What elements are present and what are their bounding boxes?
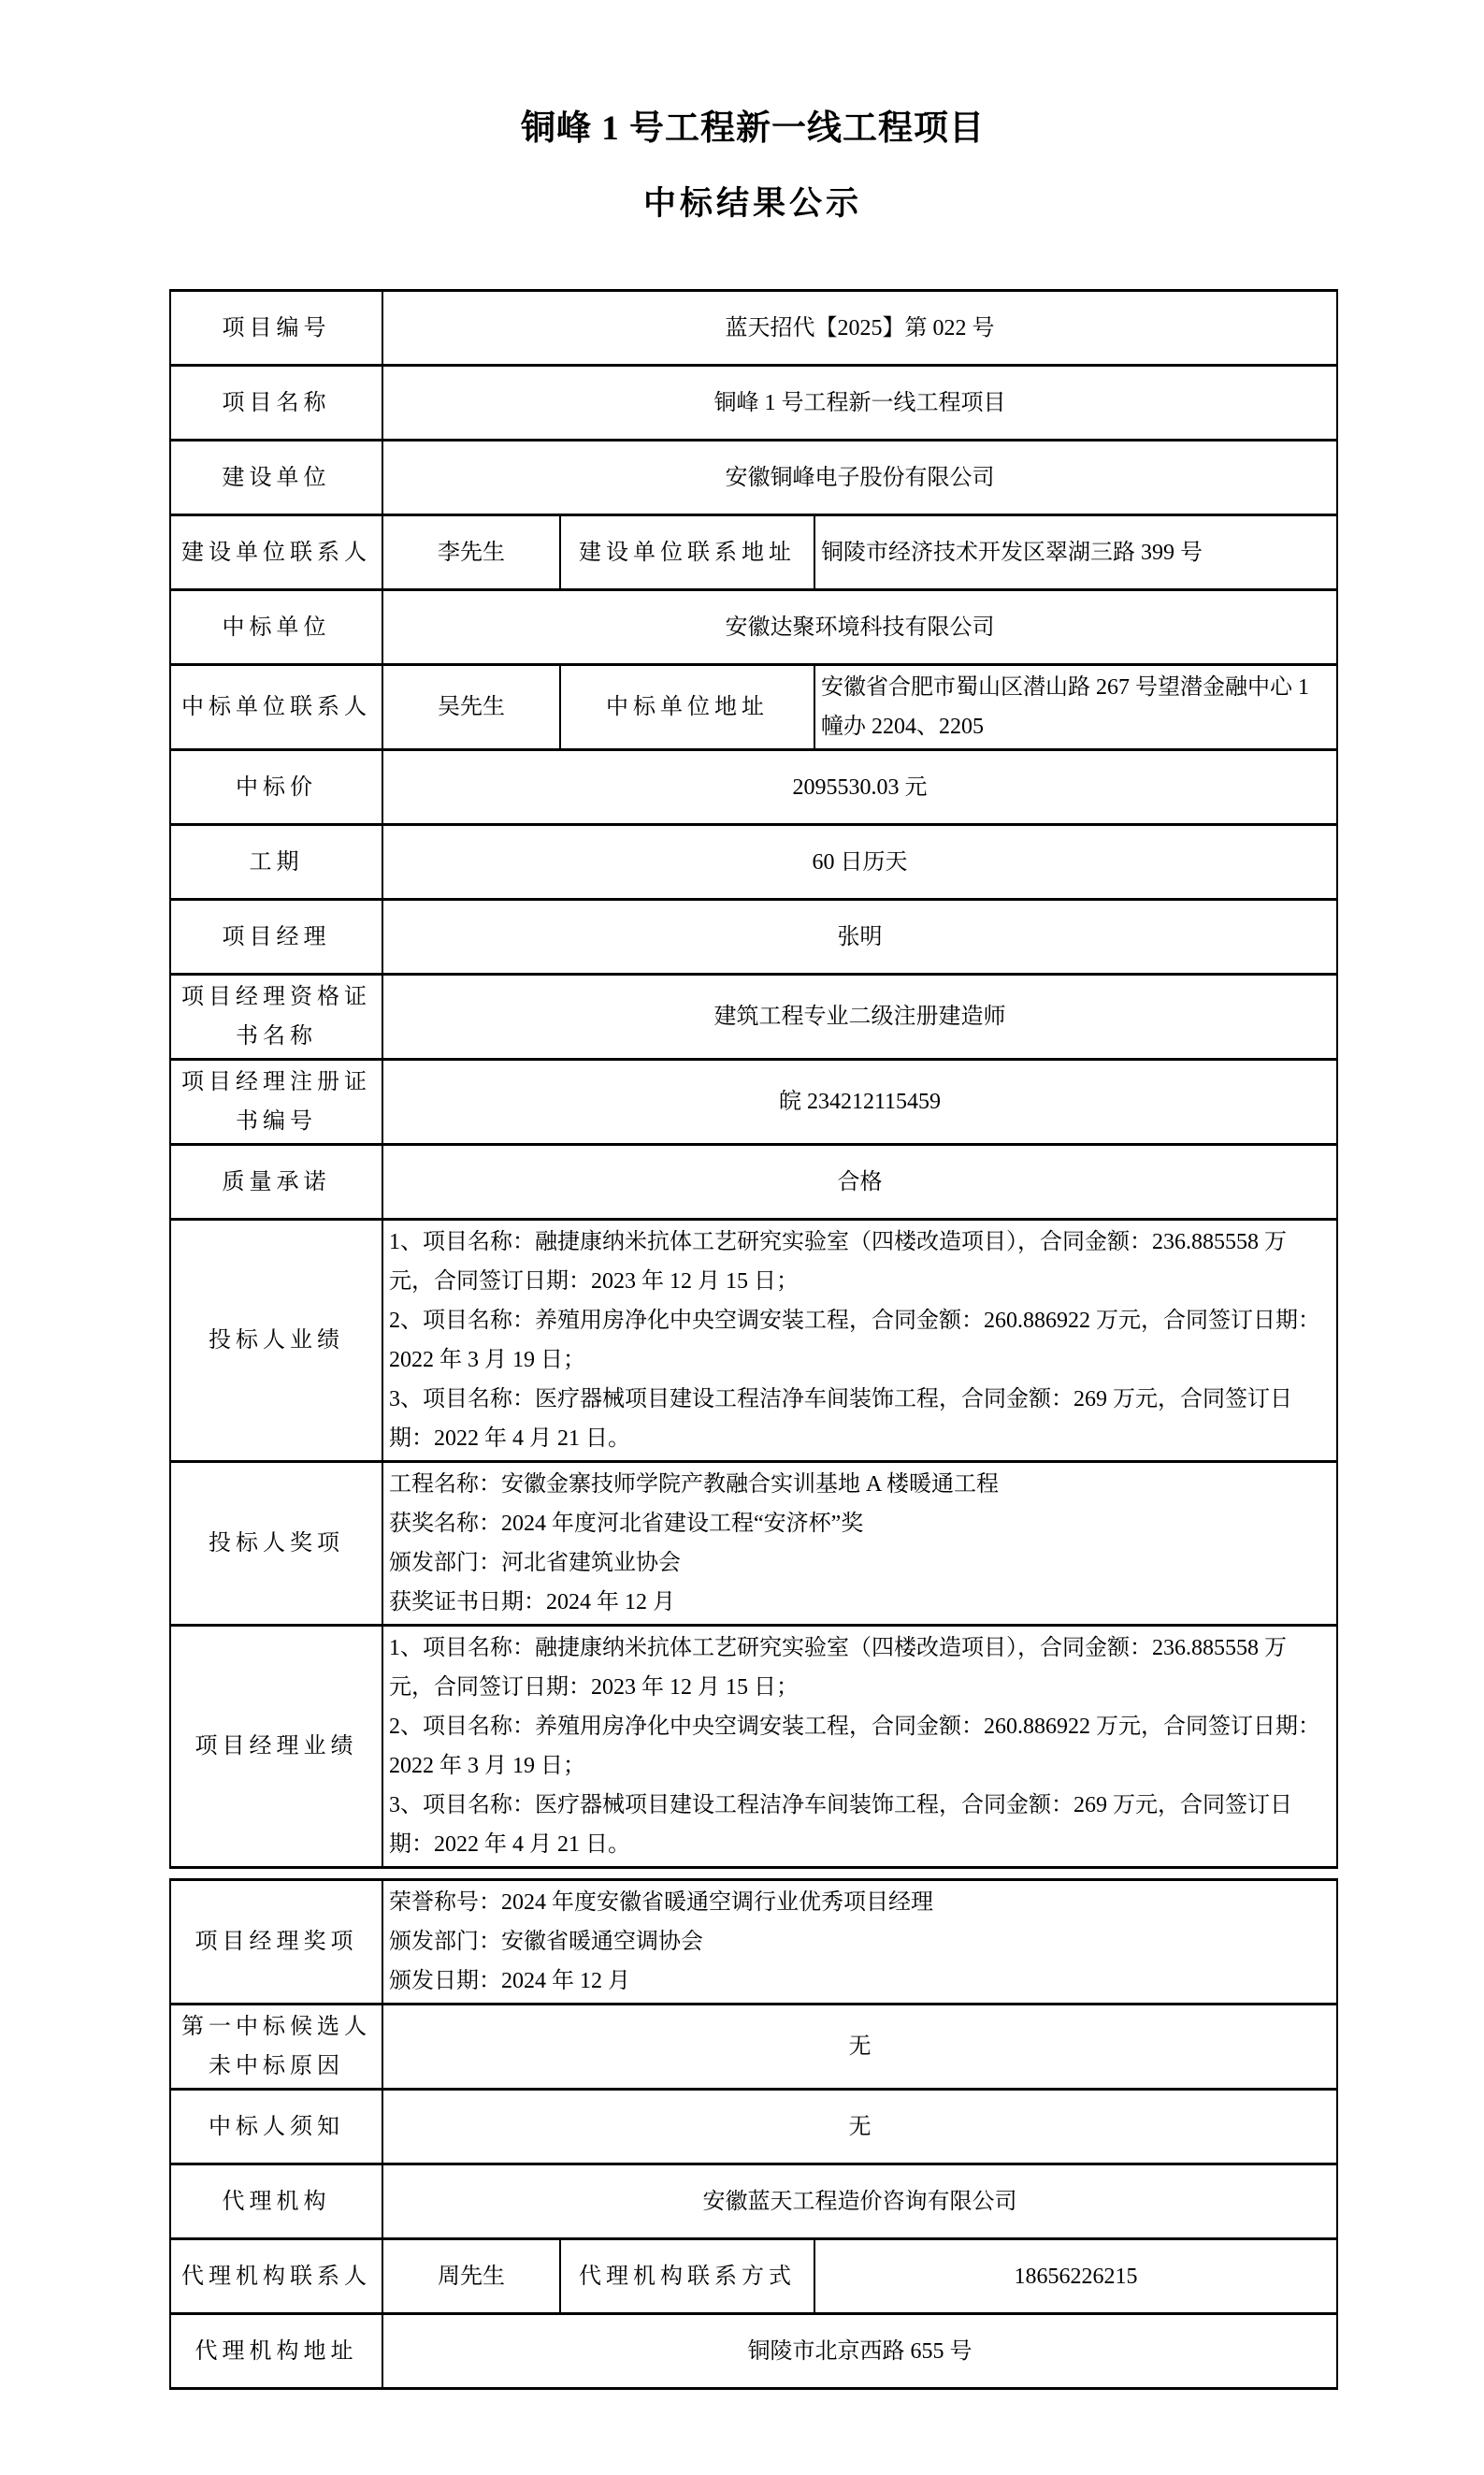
row-label: 项目经理业绩 (170, 1626, 382, 1868)
table-row (170, 291, 1337, 366)
table-row (170, 900, 1337, 975)
table-row (170, 441, 1337, 515)
row-value: 建筑工程专业二级注册建造师 (382, 975, 1337, 1060)
row-value-line: 工程名称：安徽金寨技师学院产教融合实训基地 A 楼暖通工程 (389, 1472, 1000, 1497)
row-label: 项目名称 (170, 366, 382, 441)
row-value: 2095530.03 元 (382, 750, 1337, 825)
row-value (382, 1220, 1337, 1462)
row-label: 中标人须知 (170, 2090, 382, 2164)
table-row (170, 2005, 1337, 2090)
table-row (170, 1626, 1337, 1868)
row-value-line: 1、项目名称：融捷康纳米抗体工艺研究实验室（四楼改造项目），合同金额：236.885558 万元，合同签订日期：2023 年 12 月 15 日； (389, 1230, 1287, 1294)
table-row (170, 2164, 1337, 2239)
row-label: 代理机构联系人 (170, 2239, 382, 2314)
row-value: 周先生 (382, 2239, 560, 2314)
bid-result-table (169, 289, 1338, 1869)
row-label: 代理机构联系方式 (560, 2239, 814, 2314)
row-value: 皖 234212115459 (382, 1060, 1337, 1145)
row-label: 中标单位 (170, 590, 382, 665)
row-value: 无 (382, 2090, 1337, 2164)
row-label: 代理机构地址 (170, 2314, 382, 2389)
table-row (170, 1880, 1337, 2005)
bid-result-tables (0, 289, 1484, 2390)
row-value: 铜陵市经济技术开发区翠湖三路 399 号 (814, 515, 1337, 590)
row-value: 安徽达聚环境科技有限公司 (382, 590, 1337, 665)
table-row (170, 2314, 1337, 2389)
table-row (170, 1220, 1337, 1462)
row-value-line: 颁发部门：安徽省暖通空调协会 (389, 1930, 703, 1954)
row-label: 建设单位联系地址 (560, 515, 814, 590)
row-value: 蓝天招代【2025】第 022 号 (382, 291, 1337, 366)
row-value: 铜陵市北京西路 655 号 (382, 2314, 1337, 2389)
row-value-line: 获奖名称：2024 年度河北省建设工程“安济杯”奖 (389, 1512, 864, 1536)
row-label: 中标单位地址 (560, 665, 814, 750)
row-label: 项目经理资格证书名称 (170, 975, 382, 1060)
row-value-line: 1、项目名称：融捷康纳米抗体工艺研究实验室（四楼改造项目），合同金额：236.885558 万元，合同签订日期：2023 年 12 月 15 日； (389, 1636, 1287, 1700)
row-value-line: 3、项目名称：医疗器械项目建设工程洁净车间装饰工程，合同金额：269 万元，合同签订日期：2022 年 4 月 21 日。 (389, 1387, 1292, 1451)
document-subtitle: 中标结果公示 (642, 185, 862, 222)
row-value-line: 3、项目名称：医疗器械项目建设工程洁净车间装饰工程，合同金额：269 万元，合同签订日期：2022 年 4 月 21 日。 (389, 1793, 1292, 1857)
row-value: 无 (382, 2005, 1337, 2090)
bid-result-table (169, 1878, 1338, 2390)
row-value: 张明 (382, 900, 1337, 975)
row-value (382, 1626, 1337, 1868)
row-value: 安徽蓝天工程造价咨询有限公司 (382, 2164, 1337, 2239)
table-row (170, 590, 1337, 665)
row-value (382, 1462, 1337, 1626)
row-label: 项目经理 (170, 900, 382, 975)
table-row (170, 1060, 1337, 1145)
table-row (170, 1462, 1337, 1626)
row-value-line: 2、项目名称：养殖用房净化中央空调安装工程，合同金额：260.886922 万元，合同签订日期：2022 年 3 月 19 日； (389, 1309, 1320, 1372)
row-value: 铜峰 1 号工程新一线工程项目 (382, 366, 1337, 441)
row-label: 第一中标候选人未中标原因 (170, 2005, 382, 2090)
row-label: 代理机构 (170, 2164, 382, 2239)
row-label: 投标人奖项 (170, 1462, 382, 1626)
row-value-line: 荣誉称号：2024 年度安徽省暖通空调行业优秀项目经理 (389, 1890, 933, 1915)
row-value-line: 获奖证书日期：2024 年 12 月 (389, 1590, 675, 1614)
document-title: 铜峰 1 号工程新一线工程项目 (521, 109, 985, 148)
row-label: 投标人业绩 (170, 1220, 382, 1462)
row-value-line: 2、项目名称：养殖用房净化中央空调安装工程，合同金额：260.886922 万元，合同签订日期：2022 年 3 月 19 日； (389, 1715, 1320, 1778)
table-row (170, 750, 1337, 825)
row-value-line: 颁发部门：河北省建筑业协会 (389, 1551, 681, 1575)
table-row (170, 825, 1337, 900)
row-label: 建设单位联系人 (170, 515, 382, 590)
row-label: 项目经理注册证书编号 (170, 1060, 382, 1145)
table-row (170, 1145, 1337, 1220)
row-label: 建设单位 (170, 441, 382, 515)
table-row (170, 515, 1337, 590)
row-value (382, 1880, 1337, 2005)
table-row (170, 975, 1337, 1060)
row-label: 项目编号 (170, 291, 382, 366)
row-label: 中标价 (170, 750, 382, 825)
row-value: 18656226215 (814, 2239, 1337, 2314)
table-row (170, 2090, 1337, 2164)
table-row (170, 366, 1337, 441)
row-label: 项目经理奖项 (170, 1880, 382, 2005)
row-value-line: 颁发日期：2024 年 12 月 (389, 1969, 630, 1993)
row-value: 合格 (382, 1145, 1337, 1220)
row-label: 中标单位联系人 (170, 665, 382, 750)
row-value: 安徽省合肥市蜀山区潜山路 267 号望潜金融中心 1 幢办 2204、2205 (814, 665, 1337, 750)
row-value: 安徽铜峰电子股份有限公司 (382, 441, 1337, 515)
row-label: 质量承诺 (170, 1145, 382, 1220)
table-row (170, 665, 1337, 750)
row-label: 工期 (170, 825, 382, 900)
row-value: 60 日历天 (382, 825, 1337, 900)
table-row (170, 2239, 1337, 2314)
row-value: 李先生 (382, 515, 560, 590)
row-value: 吴先生 (382, 665, 560, 750)
